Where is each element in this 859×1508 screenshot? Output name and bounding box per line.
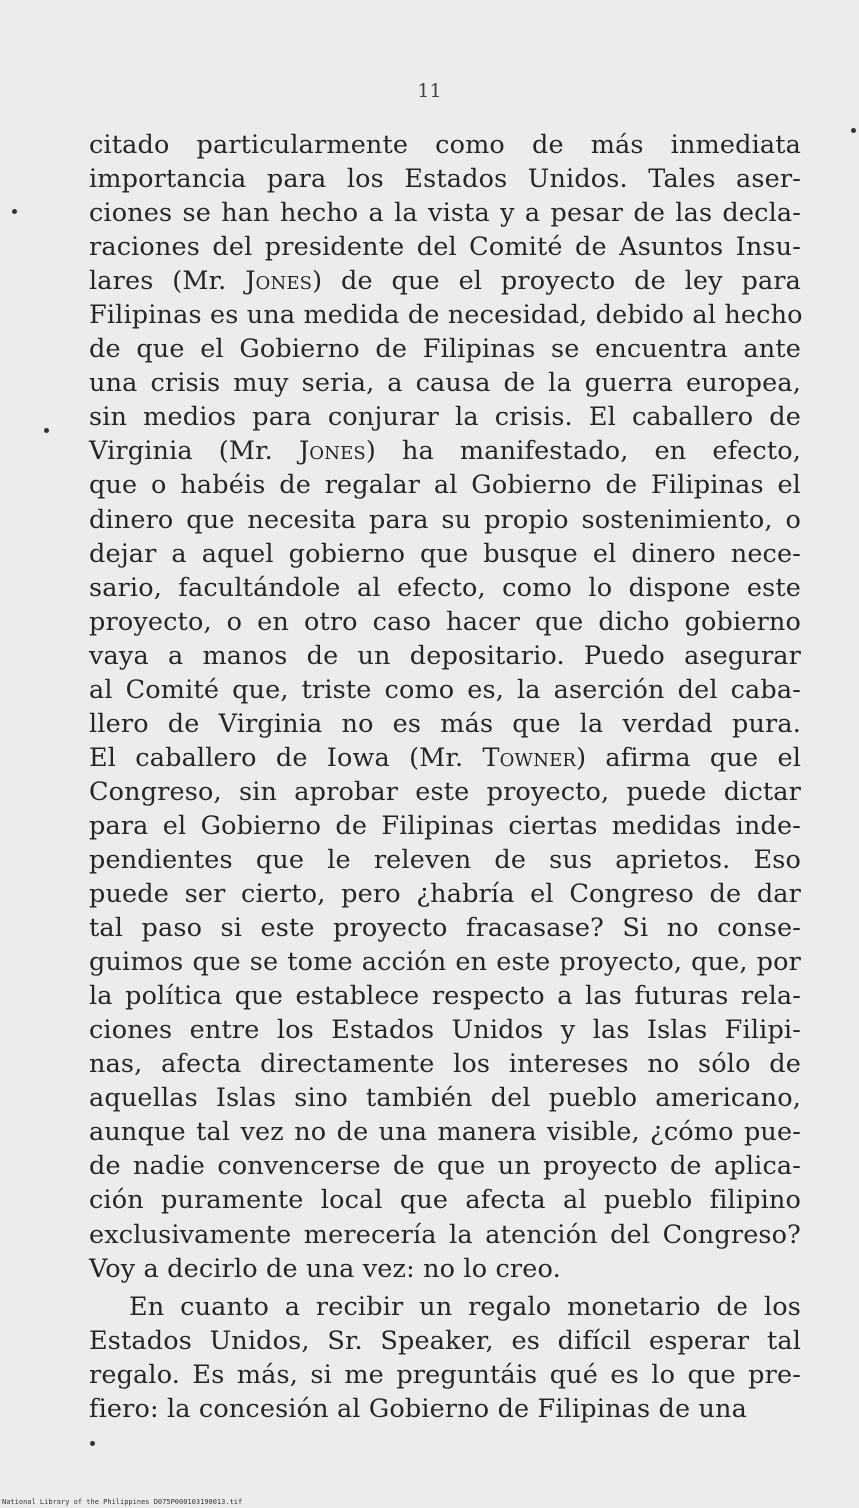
text-line: Voy a decirlo de una vez: no lo creo. xyxy=(89,1253,561,1284)
text-line: al Comité que, triste como es, la aserción del caba- xyxy=(89,674,801,705)
text-segment: ) ha manifestado, en efecto, xyxy=(365,436,801,467)
margin-speck xyxy=(12,209,17,214)
text-line: tal paso si este proyecto fracasase? Si no conse- xyxy=(89,913,801,944)
text-line: que o habéis de regalar al Gobierno de Filipinas el xyxy=(89,470,801,501)
paragraph xyxy=(89,1290,801,1426)
text-line: de nadie convencerse de que un proyecto de aplica- xyxy=(89,1151,801,1182)
text-line: sin medios para conjurar la crisis. El caballero de xyxy=(89,402,801,433)
text-line: Congreso, sin aprobar este proyecto, puede dictar xyxy=(89,776,801,807)
text-line: regalo. Es más, si me preguntáis qué es lo que pre- xyxy=(89,1359,801,1390)
text-line: nas, afecta directamente los intereses no sólo de xyxy=(89,1049,801,1080)
text-line: dinero que necesita para su propio sostenimiento, o xyxy=(89,504,801,535)
paragraph xyxy=(89,128,801,1286)
text-line: ciones se han hecho a la vista y a pesar de las decla- xyxy=(89,198,801,229)
text-line: proyecto, o en otro caso hacer que dicho gobierno xyxy=(89,606,801,637)
text-line: importancia para los Estados Unidos. Tales aser- xyxy=(89,164,801,195)
speaker-name: Jones xyxy=(298,436,366,467)
text-line: de que el Gobierno de Filipinas se encuentra ante xyxy=(89,334,801,365)
text-line: aquellas Islas sino también del pueblo americano, xyxy=(89,1083,801,1114)
text-line: exclusivamente merecería la atención del Congreso? xyxy=(89,1219,801,1250)
text-line: Estados Unidos, Sr. Speaker, es difícil esperar tal xyxy=(89,1325,801,1356)
text-line: En cuanto a recibir un regalo monetario de los xyxy=(129,1291,801,1322)
text-line: citado particularmente como de más inmediata xyxy=(89,130,801,160)
text-line: ciones entre los Estados Unidos y las Islas Filipi- xyxy=(89,1015,801,1046)
text-line: llero de Virginia no es más que la verdad pura. xyxy=(89,708,801,739)
text-line: dejar a aquel gobierno que busque el dinero nece- xyxy=(89,538,801,569)
text-line xyxy=(89,264,801,298)
text-segment: lares (Mr. xyxy=(89,266,246,297)
text-line: Filipinas es una medida de necesidad, debido al hecho xyxy=(89,300,803,331)
page-number: 11 xyxy=(417,80,442,102)
text-line: guimos que se tome acción en este proyecto, que, por xyxy=(89,947,801,978)
text-line: ción puramente local que afecta al pueblo filipino xyxy=(89,1185,801,1216)
text-line: fiero: la concesión al Gobierno de Filipinas de una xyxy=(89,1393,747,1424)
text-line: una crisis muy seria, a causa de la guerra europea, xyxy=(89,368,801,399)
scan-footer: National Library of the Philippines D075P000103190013.tif xyxy=(2,1498,243,1506)
text-line xyxy=(89,434,801,468)
text-line: para el Gobierno de Filipinas ciertas medidas inde- xyxy=(89,810,801,841)
body-text xyxy=(89,128,801,1426)
text-line: puede ser cierto, pero ¿habría el Congreso de dar xyxy=(89,879,801,910)
text-line xyxy=(89,741,801,775)
text-line: aunque tal vez no de una manera visible, ¿cómo pue- xyxy=(89,1117,801,1148)
speaker-name: Towner xyxy=(482,742,577,773)
text-line: sario, facultándole al efecto, como lo dispone este xyxy=(89,572,801,603)
text-segment: ) afirma que el xyxy=(576,742,802,773)
text-line: vaya a manos de un depositario. Puedo asegurar xyxy=(89,640,801,671)
margin-speck xyxy=(90,1441,95,1446)
text-line: la política que establece respecto a las futuras rela- xyxy=(89,981,801,1012)
text-segment: El caballero de Iowa (Mr. xyxy=(89,742,483,773)
text-segment: ) de que el proyecto de ley para xyxy=(312,266,802,297)
text-line: pendientes que le releven de sus aprietos. Eso xyxy=(89,844,801,875)
text-line: raciones del presidente del Comité de Asuntos Insu- xyxy=(89,232,801,263)
speaker-name: Jones xyxy=(245,266,313,297)
margin-speck xyxy=(44,428,49,433)
text-segment: Virginia (Mr. xyxy=(89,436,299,467)
margin-speck xyxy=(851,128,856,133)
